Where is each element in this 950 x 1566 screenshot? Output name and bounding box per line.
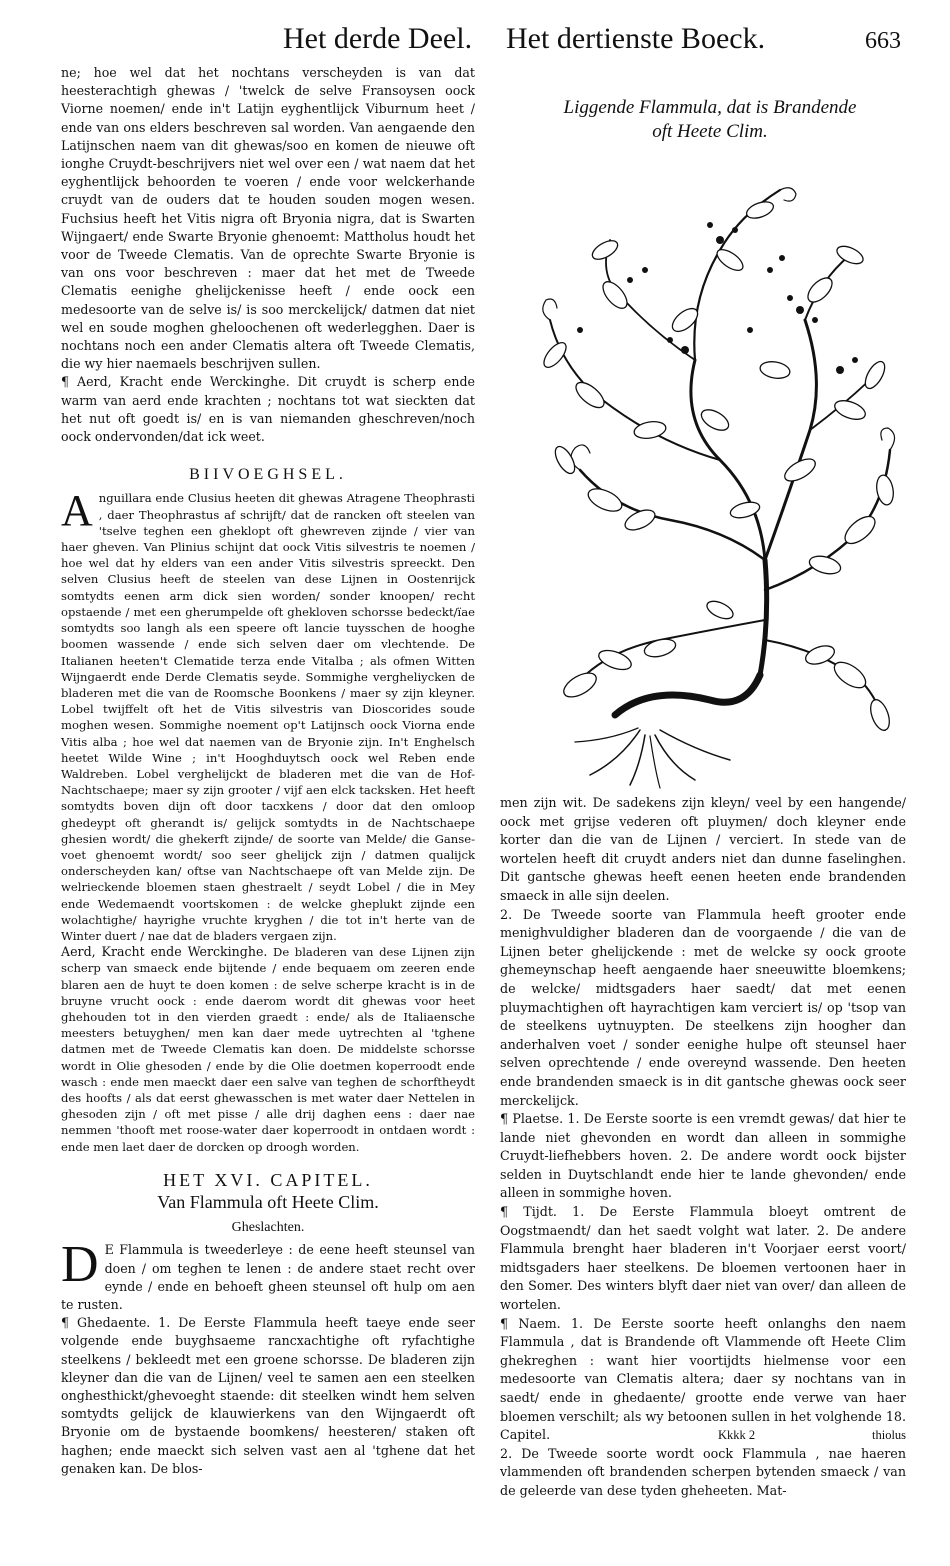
signature-mark: Kkkk 2	[718, 1428, 756, 1442]
intro-paragraph-1: ne; hoe wel dat het nochtans verscheyden is van dat heesterachtigh ghewas / 'twelck de selve Fransoysen oock Viorne noemen/ ende in't Latijn eyghentlijck Viburnum heet / ende van ons elders beschreven sal worden. Van aengaende den Latijnschen naem van dit ghewas/soo en komen de nieuwe oft ionghe Cruydt-beschrijvers niet wel over een / wat naem dat het eyghentlijck behoorden te voeren / ende voor welckerhande cruydt van de ouders dat te houden souden mogen wesen. Fuchsius heeft het Vitis nigra oft Bryonia nigra, dat is Swarten Wijngaert/ ende Swarte Bryonie ghenoemt: Mattholus houdt het voor de Tweede Clematis. Van de oprechte Swarte Bryonie is van ons voor beschreven : maer dat het met de Tweede Clematis eenighe ghelijckenisse heeft / ende oock een medesoorte van de selve is/ is soo merckelijck/ datmen dat niet wel en soude moghen gheloochenen oft wederlegghen. Daer is nochtans noch een ander Clematis altera oft Tweede Clematis, die wy hier naemaels beschrijven sullen.	[61, 65, 475, 372]
right-paragraph-5: ¶ Naem. 1. De Eerste soorte heeft onlanghs den naem Flammula , dat is Brandende oft Vlammende oft Heete Clim ghekreghen : want hier voortijdts hielmense voor een medesoorte van Clematis altera; daer sy nochtans van in saedt/ ende in ghedaente/ grootte ende verwe van haer bloemen verschilt; als wy betoonen sullen in het volghende 18. Capitel.	[500, 1315, 906, 1443]
right-paragraph-6: 2. De Tweede soorte wordt oock Flammula , nae haeren vlammenden oft brandenden scherpen bytenden smaeck / van de geleerde van dese tyden gheheeten. Mat-	[500, 1445, 906, 1498]
drop-cap-d: D	[61, 1236, 99, 1294]
header-left: Het derde Deel.	[283, 22, 473, 55]
bijvoeghsel-aerd-text: De bladeren van dese Lijnen zijn scherp van smaeck ende bijtende / ende bequaem om zeeren ende blaren aen de huyt te doen komen : de selve scherpe kracht is in de bruyne vrucht oock : ende daerom wordt dit ghewas voor heet ghehouden tot in den vierden graedt : ende/ als de Italiaensche meesters betuyghen/ men kan daer mede uytrechten al 'tghene datmen met de Tweede Clematis kan doen. De middelste schorsse wordt in Olie ghesoden / ende by die Olie doetmen koperroodt ende wasch : ende men maeckt daer een salve van teghen de schorftheydt des hoofts / als dat eerst ghewasschen is met water daer Nettelen in ghesoden zijn / oft met pisse / alle drij daghen eens : daer nae nemmen 'thooft met roose-water daer koperroodt in ontdaen wordt : ende men laet daer de dorcken op droogh worden.	[61, 945, 476, 1154]
ghedaente-paragraph: ¶ Ghedaente. 1. De Eerste Flammula heeft taeye ende seer volgende ende buyghsaeme rancxachtighe oft ryfachtighe steelkens / bekleedt met een groene schorsse. De bladeren zijn kleyner dan die van de Lijnen/ veel te samen aen een steelken onghesthickt/ghevoeght staende: dit steelken windt hem selven somtydts gelijck de klauwierkens van den Wijngaerdt oft Bryonie om de bystaende boomkens/ heesteren/ staken oft haghen; ende maeckt sich selven vast aen al 'tghene dat het genaken kan. De blos-	[61, 1315, 475, 1476]
bijvoeghsel-text: nguillara ende Clusius heeten dit ghewas Atragene Theophrasti , daer Theophrastus af schrijft/ dat de rancken oft steelen van 'tselve teghen een gheklopt oft ghewreven zijnde / vier van haer gheven. Van Plinius schijnt dat oock Vitis silvestris te noemen / hoe wel dat hy elders van een ander Vitis silvestris spreeckt. Den selven Clusius heeft de steelen van dese Lijnen in Oostenrijck somtydts eenen arm dick sien worden/ sonder knoopen/ recht opstaende / met een gherumpelde oft ghekloven schorsse bedeckt/ïae somtydts soo langh als een speere oft lancie tuysschen de hooghe boomen wassende / ende sich selven daer om vlechtende. De Italianen heeten't Clematide terza ende Vitalba ; als ofmen Witten Wijngaerdt ende Derde Clematis seyde. Sommighe vergheliycken de bladeren met die van de Roomsche Boonkens / maer sy zijn kleyner. Lobel twijffelt oft het de Vitis silvestris van Dioscorides soude moghen wesen. Sommighe noement op't Latijnsch oock Viorna ende Vitis alba ; hoe wel dat naemen van de Bryonie zijn. In't Enghelsch heetet Wilde Wine ; in't Hooghduytsch oock wel Reben ende Waldreben. Lobel verghelijckt de bladeren met die van de Hof-Nachtschaepe; maer sy zijn grooter / vijf aen elck tacksken. Het heeft somtydts boven dijn oft door tacxkens / door dat den omloop ghedeypt oft gherandt is/ gelijck somtydts in de Nachtschaepe ghesien wordt/ die ghekerft zijnde/ de soorte van Melde/ die Ganse-voet ghenoemt wordt/ soo seer ghelijck zijn / datmen qualijck onderscheyden kan/ oftse van Nachtschaepe oft van Melde zijn. De welrieckende bloemen staen ghestraelt / seydt Lobel / die in Mey ende Wedemaendt voortskomen : de welcke gheplukt zijnde een wolachtighe/ hayrighe vruchte kryghen / die tot in't herte van de Winter duert / nae dat de bladers vergaen zijn.	[61, 491, 475, 943]
bijvoeghsel-aerd-heading: Aerd, Kracht ende Werckinghe.	[61, 944, 268, 960]
bijvoeghsel-aerd-paragraph	[61, 944, 475, 1155]
geslachten-heading: Gheslachten.	[231, 1220, 305, 1236]
chapter-heading: HET XVI. CAPITEL.	[163, 1169, 373, 1190]
right-paragraph-4: ¶ Tijdt. 1. De Eerste Flammula bloeyt omtrent de Oogstmaendt/ dan het saedt volght wat later. 2. De andere Flammula brenght haer bladeren in't Voorjaer eerst voort/ midtsgaders haer steelkens. De bloemen vertoonen haer in den Somer. Des winters blyft daer niet van over/ dan alleen de wortelen.	[500, 1204, 906, 1313]
chapter-title: Van Flammula oft Heete Clim.	[157, 1192, 379, 1212]
header-right: Het dertienste Boeck.	[506, 22, 766, 55]
page-number: 663	[865, 28, 901, 54]
bijvoeghsel-heading: BIIVOEGHSEL.	[189, 466, 347, 484]
intro-paragraph-2: ¶ Aerd, Kracht ende Werckinghe. Dit cruydt is scherp ende warm van aerd ende krachten ; nochtans tot wat sieckten dat het nut oft goedt is/ en is van niemanden gheschreven/noch oock ondervonden/dat ick weet.	[61, 374, 475, 445]
geslachten-paragraph	[61, 1236, 475, 1314]
flammula-woodcut-illustration	[520, 170, 910, 790]
figure-caption-line-2: oft Heete Clim.	[652, 121, 768, 142]
right-column	[500, 794, 906, 1501]
right-paragraph-3: ¶ Plaetse. 1. De Eerste soorte is een vremdt gewas/ dat hier te lande niet ghevonden en wordt dan alleen in sommighe Cruydt-liefhebbers hoven. 2. De andere wordt oock bijster selden in Duytschlandt ende hier te lande ghevonden/ ende alleen in sommighe hoven.	[500, 1111, 906, 1201]
bijvoeghsel-paragraph	[61, 486, 475, 944]
figure-caption	[505, 96, 915, 144]
geslachten-text: E Flammula is tweederleye : de eene heeft steunsel van doen / om teghen te lenen : de andere staet recht over eynde / ende en behoeft gheen steunsel oft hulp om aen te rusten.	[61, 1242, 475, 1313]
right-paragraph-1: men zijn wit. De sadekens zijn kleyn/ veel by een hangende/ oock met grijse vederen oft pluymen/ doch kleyner ende korter dan die van de Lijnen / verciert. In stede van de wortelen heeft dit cruydt anders niet dan dunne faselinghen. Dit gantsche ghewas heeft eenen heeten ende brandenden smaeck in alle sijn deelen.	[500, 795, 906, 903]
catchword: thiolus	[872, 1428, 907, 1442]
drop-cap-a: A	[61, 486, 93, 536]
figure-caption-line-1: Liggende Flammula, dat is Brandende	[563, 97, 857, 118]
left-column	[61, 64, 475, 1478]
right-paragraph-2: 2. De Tweede soorte van Flammula heeft grooter ende menighvuldigher bladeren dan de voorgaende / die van de Lijnen beter ghelijckende : met de welcke sy oock groote ghemeynschap heeft aengaende haer sneeuwitte bloemkens; de welcke/ midtsgaders haer saedt/ dat met eenen pluymachtighen oft hayrachtigen kam verciert is/ op 'tsop van de steelkens uytnuypten. De steelkens zijn hoogher dan anderhalven voet / sonder eenighe hulpe oft steunsel haer selven oprechtende / ende overeynd wassende. Den heeten ende brandenden smaeck is in dit gantsche ghewas oock seer merckelijck.	[500, 906, 906, 1108]
